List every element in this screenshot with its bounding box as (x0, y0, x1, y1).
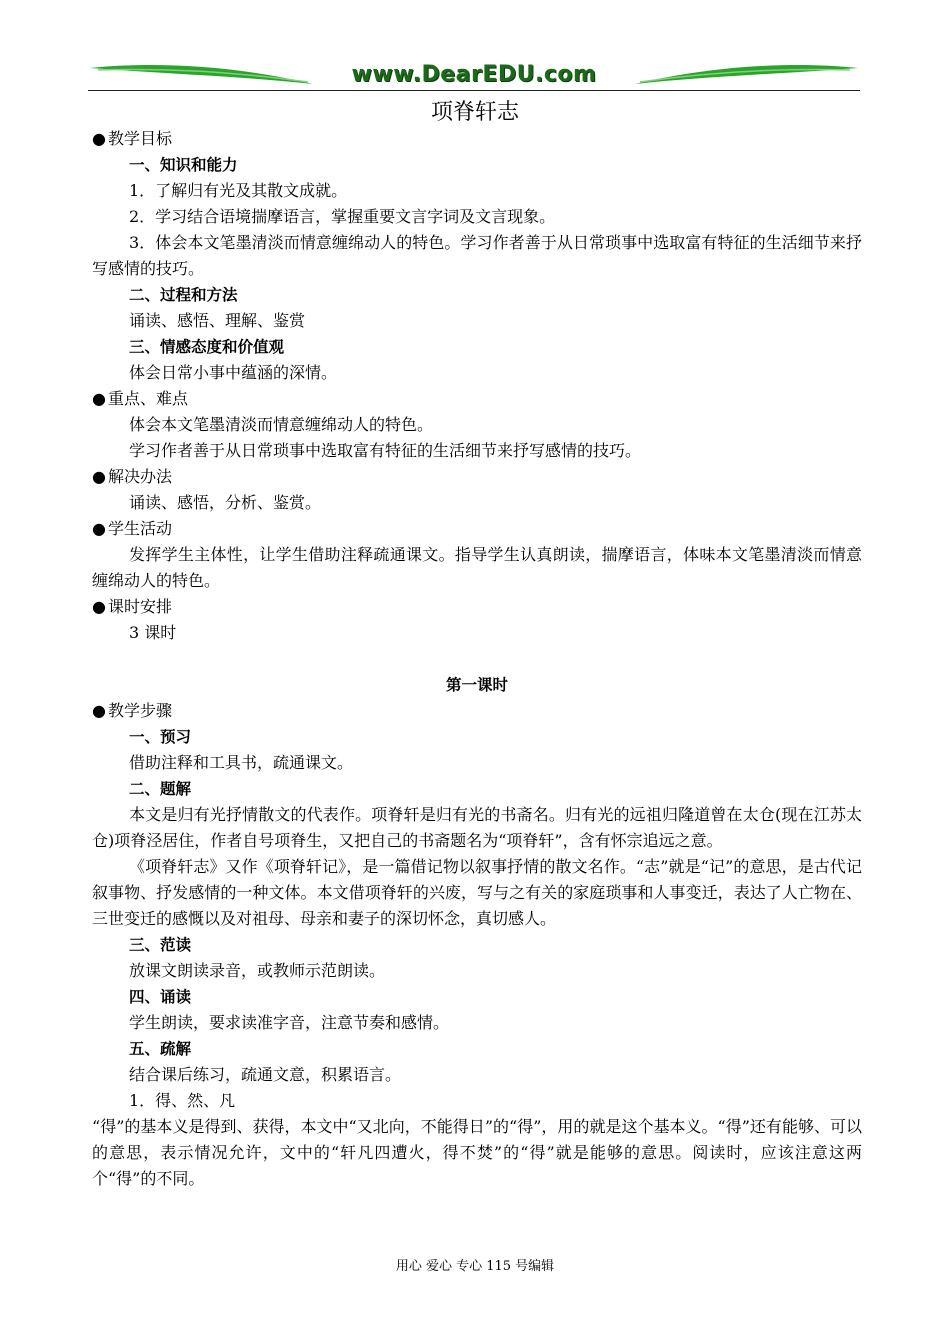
header-divider (88, 90, 860, 91)
paragraph: 放课文朗读录音，或教师示范朗读。 (129, 961, 386, 980)
paragraph: 本文是归有光抒情散文的代表作。项脊轩是归有光的书斋名。归有光的远祖归隆道曾在太仓(现在江苏太仓)项脊泾居住，作者自号项脊生，又把自己的书斋题名为“项脊轩”，含有怀宗追远之意。 (92, 805, 862, 850)
paragraph: 3 课时 (129, 623, 177, 642)
paragraph: 诵读、感悟，分析、鉴赏。 (129, 493, 322, 512)
paragraph: 体会日常小事中蕴涵的深情。 (129, 363, 338, 382)
bullet-icon: ● (92, 519, 106, 538)
lesson-title: 第一课时 (445, 676, 508, 694)
subheading: 二、题解 (129, 780, 192, 798)
paragraph: “得”的基本义是得到、获得，本文中“又北向，不能得日”的“得”，用的就是这个基本义。“得”还有能够、可以的意思，表示情况允许，文中的“轩凡四遭火，得不焚”的“得”就是能够的意思。阅读时，应该注意这两个“得”的不同。 (92, 1117, 862, 1188)
section-heading-solution: ● 解决办法 (92, 464, 862, 490)
section-heading-steps: ● 教学步骤 (92, 698, 862, 724)
paragraph: 《项脊轩志》又作《项脊轩记》，是一篇借记物以叙事抒情的散文名作。“志”就是“记”的意思，是古代记叙事物、抒发感情的一种文体。本文借项脊轩的兴废，写与之有关的家庭琐事和人事变迁，表达了人亡物在、三世变迁的感慨以及对祖母、母亲和妻子的深切怀念，真切感人。 (92, 857, 862, 928)
bullet-icon: ● (92, 389, 106, 408)
subheading: 一、预习 (129, 728, 192, 746)
page-footer: 用心 爱心 专心 115 号编辑 (395, 1259, 555, 1274)
paragraph: 体会本文笔墨清淡而情意缠绵动人的特色。 (129, 415, 434, 434)
site-header (88, 58, 860, 94)
subheading: 三、情感态度和价值观 (129, 338, 285, 356)
bullet-icon: ● (92, 597, 106, 616)
section-heading-goals: ● 教学目标 (92, 126, 862, 152)
section-heading-schedule: ● 课时安排 (92, 594, 862, 620)
document-body (92, 126, 862, 1192)
section-heading-activity: ● 学生活动 (92, 516, 862, 542)
paragraph: 学习作者善于从日常琐事中选取富有特征的生活细节来抒写感情的技巧。 (129, 441, 642, 460)
subheading: 一、知识和能力 (129, 156, 238, 174)
list-item: 1．得、然、凡 (129, 1091, 236, 1110)
subheading: 四、诵读 (129, 988, 192, 1006)
list-item: 1．了解归有光及其散文成就。 (129, 181, 348, 200)
subheading: 五、疏解 (129, 1040, 192, 1058)
subheading: 三、范读 (129, 936, 192, 954)
bullet-icon: ● (92, 701, 106, 720)
bullet-icon: ● (92, 129, 106, 148)
document-title: 项脊轩志 (430, 100, 519, 125)
paragraph: 结合课后练习，疏通文意，积累语言。 (129, 1065, 402, 1084)
paragraph: 诵读、感悟、理解、鉴赏 (129, 311, 306, 330)
paragraph: 学生朗读，要求读准字音，注意节奏和感情。 (129, 1013, 450, 1032)
bullet-icon: ● (92, 467, 106, 486)
list-item: 3．体会本文笔墨清淡而情意缠绵动人的特色。学习作者善于从日常琐事中选取富有特征的生活细节来抒写感情的技巧。 (92, 233, 862, 278)
paragraph: 借助注释和工具书，疏通课文。 (129, 753, 354, 772)
paragraph: 发挥学生主体性，让学生借助注释疏通课文。指导学生认真朗读，揣摩语言，体味本文笔墨清淡而情意缠绵动人的特色。 (92, 545, 862, 590)
list-item: 2．学习结合语境揣摩语言，掌握重要文言字词及文言现象。 (129, 207, 556, 226)
section-heading-keypoints: ● 重点、难点 (92, 386, 862, 412)
subheading: 二、过程和方法 (129, 286, 238, 304)
site-logo[interactable]: www.DearEDU.com (351, 62, 597, 87)
